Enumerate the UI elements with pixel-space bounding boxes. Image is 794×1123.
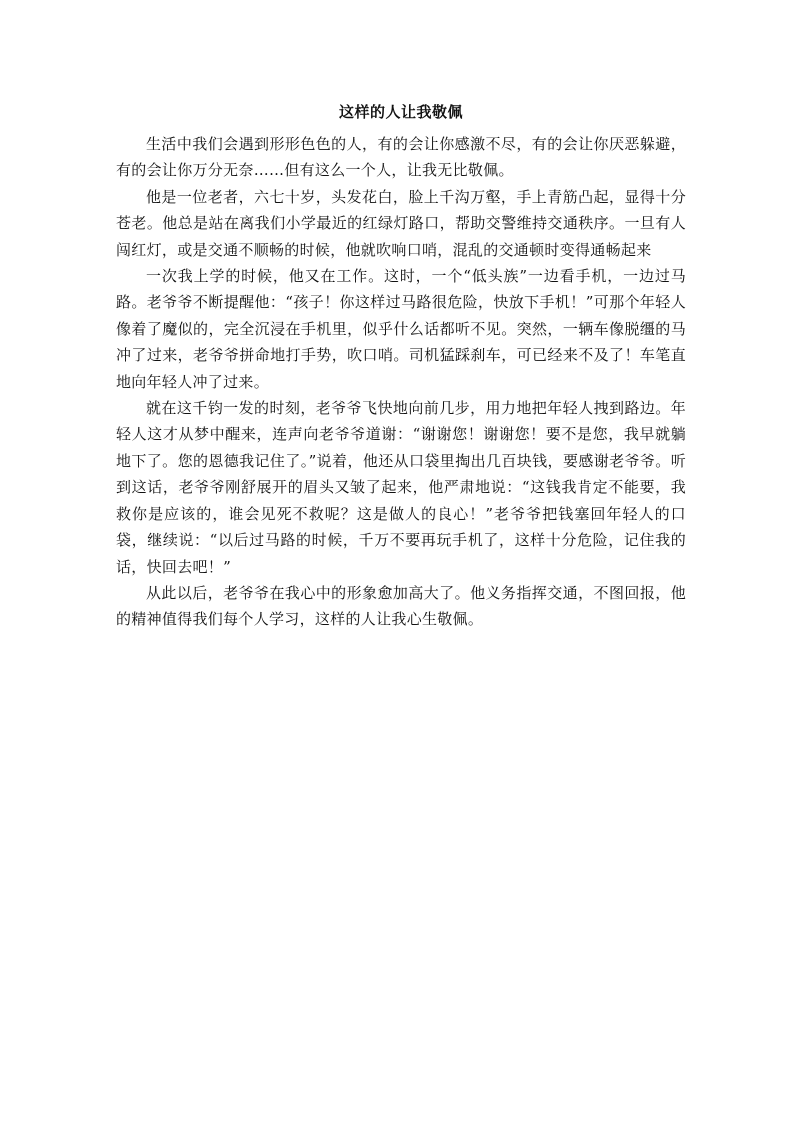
- paragraph-intro: 生活中我们会遇到形形色色的人，有的会让你感激不尽，有的会让你厌恶躲避，有的会让你万分无奈……但有这么一个人，让我无比敬佩。: [116, 135, 686, 180]
- essay-body: [116, 100, 686, 633]
- paragraph-conclusion: 从此以后，老爷爷在我心中的形象愈加高大了。他义务指挥交通，不图回报，他的精神值得我们每个人学习，这样的人让我心生敬佩。: [116, 583, 686, 629]
- essay-title: 这样的人让我敬佩: [338, 103, 463, 121]
- paragraph-rescue: 就在这千钧一发的时刻，老爷爷飞快地向前几步，用力地把年轻人拽到路边。年轻人这才从梦中醒来，连声向老爷爷道谢：“谢谢您！谢谢您！要不是您，我早就躺地下了。您的恩德我记住了。”说着，他还从口袋里掏出几百块钱，要感谢老爷爷。听到这话，老爷爷刚舒展开的眉头又皱了起来，他严肃地说：“这钱我肯定不能要，我救你是应该的，谁会见死不救呢？这是做人的良心！”老爷爷把钱塞回年轻人的口袋，继续说：“以后过马路的时候，千万不要再玩手机了，这样十分危险，记住我的话，快回去吧！”: [116, 399, 686, 576]
- paragraph-incident: 一次我上学的时候，他又在工作。这时，一个“低头族”一边看手机，一边过马路。老爷爷不断提醒他：“孩子！你这样过马路很危险，快放下手机！”可那个年轻人像着了魔似的，完全沉浸在手机里，似乎什么话都听不见。突然，一辆车像脱缰的马冲了过来，老爷爷拼命地打手势，吹口哨。司机猛踩刹车，可已经来不及了！车笔直地向年轻人冲了过来。: [116, 267, 686, 391]
- paragraph-description: 他是一位老者，六七十岁，头发花白，脸上千沟万壑，手上青筋凸起，显得十分苍老。他总是站在离我们小学最近的红绿灯路口，帮助交警维持交通秩序。一旦有人闯红灯，或是交通不顺畅的时候，他就吹响口哨，混乱的交通顿时变得通畅起来: [116, 187, 686, 259]
